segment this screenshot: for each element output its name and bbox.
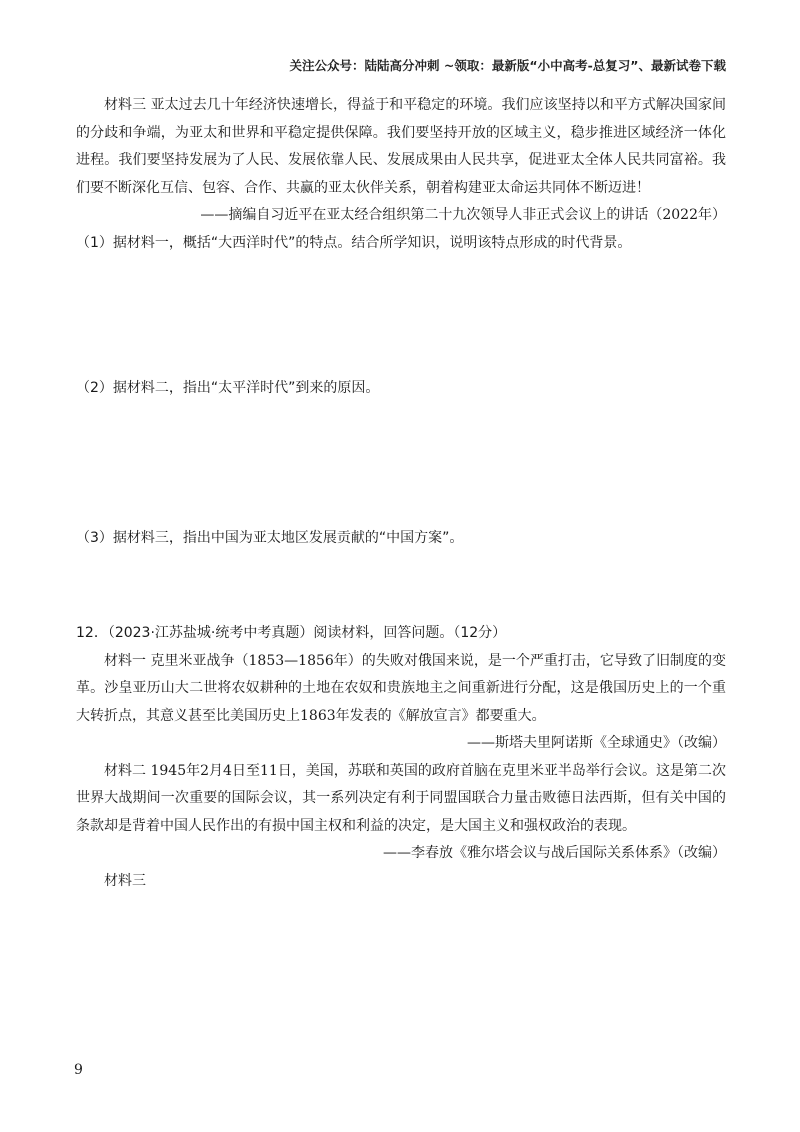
problem-12-material-one: 材料一 克里米亚战争（1853—1856年）的失败对俄国来说，是一个严重打击，它导致了旧制度的变革。沙皇亚历山大二世将农奴耕种的土地在农奴和贵族地主之间重新进行分配，这是俄国历史上的一个重大转折点，其意义甚至比美国历史上1863年发表的《解放宣言》都要重大。: [76, 652, 726, 724]
question-2: （2）据材料二，指出“太平洋时代”到来的原因。: [76, 380, 380, 396]
answer-space-1: [76, 257, 726, 375]
answer-space-3: [76, 552, 726, 620]
problem-12-source-one: ——斯塔夫里阿诺斯《全球通史》（改编）: [467, 735, 726, 751]
problem-12-material-two: 材料二 1945年2月4日至11日，美国，苏联和英国的政府首脑在克里米亚半岛举行会议。这是第二次世界大战期间一次重要的国际会议，其一系列决定有利于同盟国联合力量击败德日法西斯，但有关中国的条款却是背着中国人民作出的有损中国主权和利益的决定，是大国主义和强权政治的表现。: [76, 762, 726, 834]
problem-12-material-three: 材料三: [104, 872, 146, 889]
question-1: （1）据材料一，概括“大西洋时代”的特点。结合所学知识，说明该特点形成的时代背景。: [76, 234, 632, 251]
page-header: 关注公众号：陆陆高分冲刺 ~领取：最新版“小中高考-总复习”、最新试卷下载: [289, 58, 726, 73]
question-3: （3）据材料三，指出中国为亚太地区发展贡献的“中国方案”。: [76, 529, 464, 546]
answer-space-2: [76, 403, 726, 525]
material-three-paragraph: 材料三 亚太过去几十年经济快速增长，得益于和平稳定的环境。我们应该坚持以和平方式解决国家间的分歧和争端，为亚太和世界和平稳定提供保障。我们要坚持开放的区域主义，稳步推进区域经济一体化进程。我们要坚持发展为了人民、发展依靠人民、发展成果由人民共享，促进亚太全体人民共同富裕。我们要不断深化互信、包容、合作、共赢的亚太伙伴关系，朝着构建亚太命运共同体不断迈进！: [76, 97, 726, 196]
problem-12-source-two: ——李春放《雅尔塔会议与战后国际关系体系》（改编）: [383, 845, 726, 861]
problem-12-title: 12．（2023·江苏盐城·统考中考真题）阅读材料，回答问题。（12分）: [76, 625, 507, 641]
page-number: 9: [74, 1062, 83, 1078]
material-three-source: ——摘编自习近平在亚太经合组织第二十九次领导人非正式会议上的讲话（2022年）: [200, 207, 726, 223]
document-body: [76, 92, 726, 895]
